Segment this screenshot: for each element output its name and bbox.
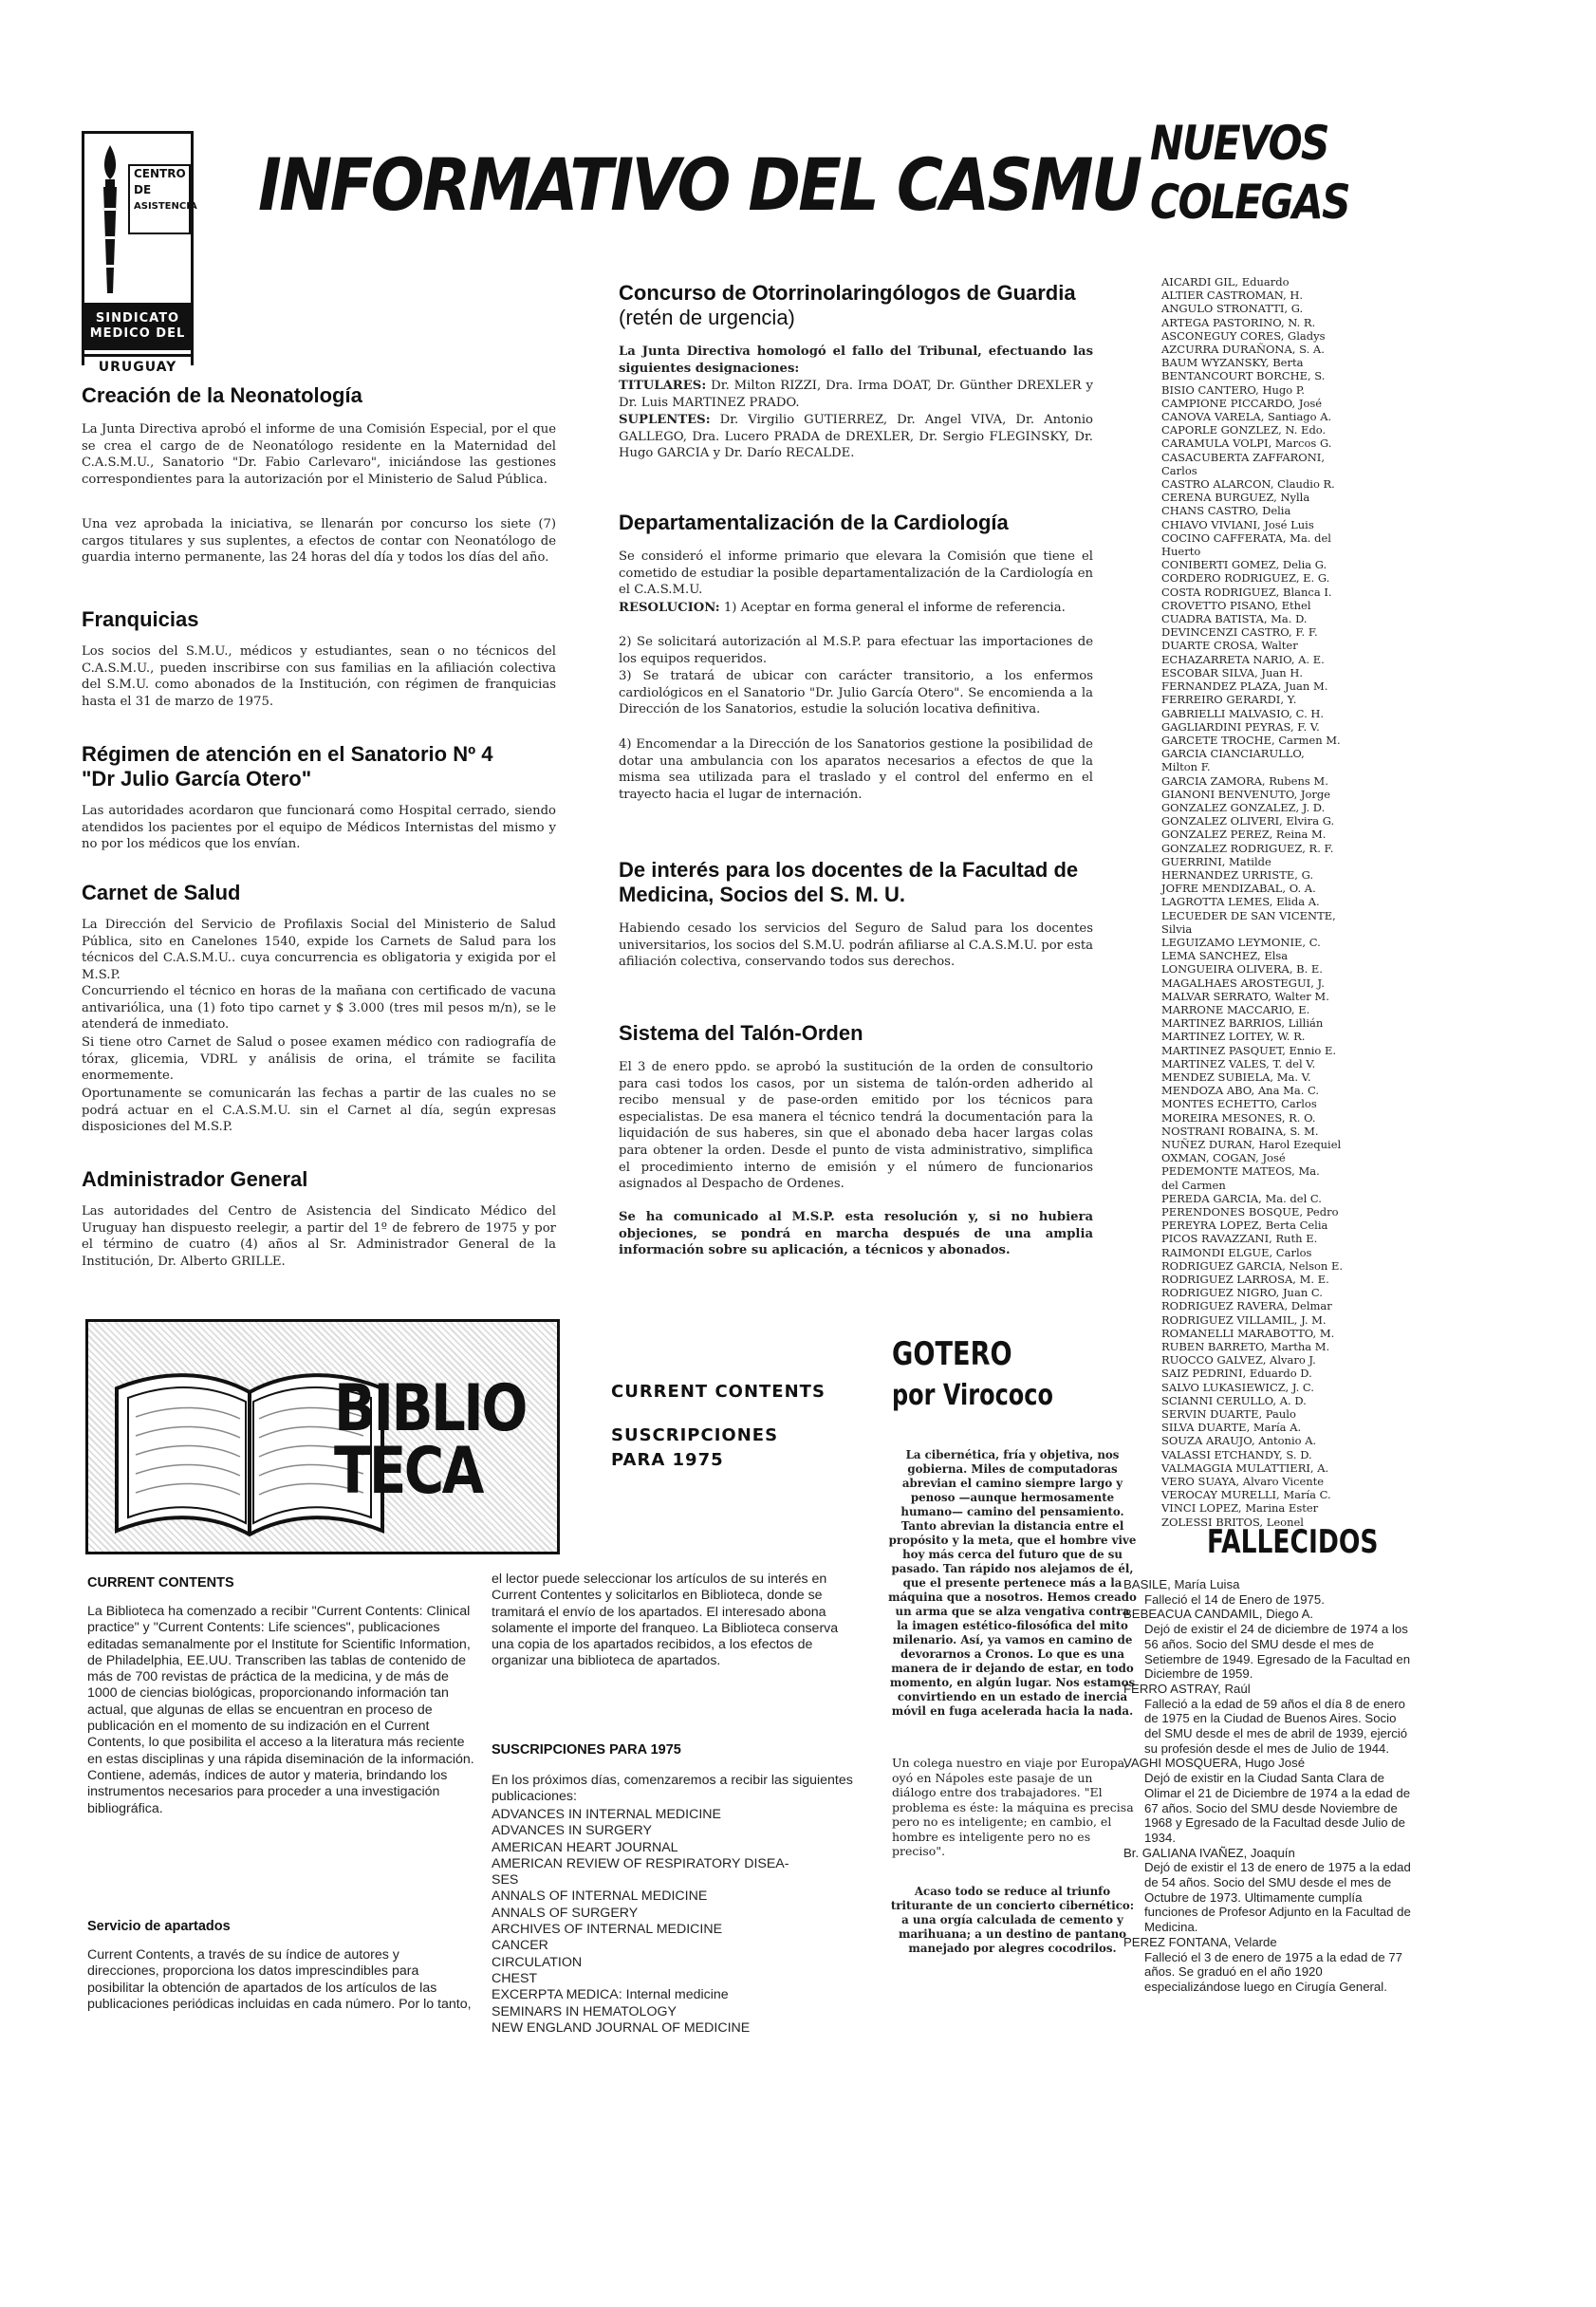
suplentes-paragraph [619, 412, 1093, 462]
colega-item: GUERRINI, Matilde [1161, 854, 1271, 868]
casmu-logo [82, 131, 197, 375]
colega-item: DUARTE CROSA, Walter [1161, 639, 1298, 653]
colega-item: RODRIGUEZ VILLAMIL, J. M. [1161, 1312, 1327, 1327]
concurso-heading-line2: (retén de urgencia) [619, 306, 795, 329]
fallecidos-list [1123, 1577, 1414, 1995]
fallecido-name: FERRO ASTRAY, Raúl [1123, 1681, 1251, 1696]
colega-item: SILVA DUARTE, María A. [1161, 1421, 1302, 1435]
colega-item: MARTINEZ BARRIOS, Lillián [1161, 1016, 1324, 1031]
colega-item: RODRIGUEZ NIGRO, Juan C. [1161, 1286, 1323, 1300]
docentes-heading-line1: De interés para los docentes de la Facultad de [619, 858, 1079, 882]
administrador-heading: Administrador General [82, 1167, 308, 1191]
titulares-label: TITULARES: [619, 379, 707, 393]
cardiologia-paragraph-3: 3) Se tratará de ubicar con carácter transitorio, a los enfermos cardiológicos en el Sanatorio "Dr. Julio García Otero". Se encomienda a la Dirección de los Sanatorios, estudie la solución locativa definitiva. [619, 669, 1093, 717]
colega-item: GARCIA ZAMORA, Rubens M. [1161, 773, 1328, 788]
colega-item: FERNANDEZ PLAZA, Juan M. [1161, 679, 1328, 694]
colega-item: ARTEGA PASTORINO, N. R. [1161, 315, 1316, 329]
colega-item: GONZALEZ GONZALEZ, J. D. [1161, 800, 1326, 814]
colegas-list [1161, 275, 1375, 1529]
concurso-heading [619, 281, 1093, 330]
colega-item: MENDEZ SUBIELA, Ma. V. [1161, 1070, 1311, 1084]
fallecido-name: PEREZ FONTANA, Velarde [1123, 1934, 1277, 1949]
colega-item: OXMAN, COGAN, José [1161, 1151, 1286, 1165]
logo-band [84, 303, 191, 350]
fallecido-entry [1123, 1577, 1414, 1607]
colega-item: COSTA RODRIGUEZ, Blanca I. [1161, 585, 1332, 599]
talon-orden-paragraph-2: Se ha comunicado al M.S.P. esta resolución y, si no hubiera objeciones, se pondrá en marcha después de una amplia información sobre su aplicación, a técnicos y abonados. [619, 1210, 1093, 1258]
colega-item: GARCIA CIANCIARULLO, [1161, 747, 1305, 761]
apartados-paragraph: Current Contents, a través de su índice de autores y direcciones, proporciona los datos imprescindibles para posibilitar la obtención de apartados de los artículos de las publicaciones periódicas incluidas en cada número. Por lo tanto, [87, 1947, 472, 2012]
biblioteca-mid-paragraph: el lector puede seleccionar los artículos de su interés en Current Contentes y solicitarlos en Biblioteca, donde se tramitará el envío de los apartados. El interesado abona solamente el importe del franqueo. La Biblioteca conserva una copia de los apartados recibidos, a los efectos de organizar una biblioteca de apartados. [492, 1572, 839, 1669]
resolucion-label: RESOLUCION: [619, 601, 720, 615]
suplentes-text: Dr. Virgilio GUTIERREZ, Dr. Angel VIVA, Dr. Antonio GALLEGO, Dra. Lucero PRADA de DREXLER, Dr. Sergio FLEGINSKY, Dr. Hugo GARCIA y Dr. Darío RECALDE. [619, 413, 1093, 461]
nuevos-line2: COLEGAS [1150, 175, 1349, 230]
cardiologia-paragraph-1: Se consideró el informe primario que elevara la Comisión que tiene el cometido de estudiar la posible departamentalización de la Cardiología en el C.A.S.M.U. [619, 549, 1093, 598]
colega-item: MENDOZA ABO, Ana Ma. C. [1161, 1084, 1320, 1098]
colega-item: CANOVA VARELA, Santiago A. [1161, 410, 1332, 424]
regimen-heading [82, 742, 556, 791]
gotero-paragraph-2: Un colega nuestro en viaje por Europa, oyó en Nápoles este pasaje de un diálogo entre dos trabajadores. "El problema es éste: la máquina es precisa pero no es inteligente; en cambio, el hombre es inteligente pero no es preciso". [892, 1756, 1134, 1858]
colega-item: GABRIELLI MALVASIO, C. H. [1161, 706, 1325, 720]
current-contents-paragraph: La Biblioteca ha comenzado a recibir "Current Contents: Clinical practice" y "Current Contents: Life sciences", publicaciones editadas semanalmente por el Institute for Scientific Information, de Philadelphia, EE.UU. Transcriben las tablas de contenido de más de 700 revistas de práctica de la medicina, y de más de 1000 de ciencias biológicas, proporcionando información tan actual, que algunas de ellas se encuentran en proceso de publicación en el momento de su indización en el Current Contents, lo que posibilita el acceso a la literatura más reciente en estas disciplinas y una rápida diseminación de la información. Contiene, además, índices de autor y materia, brindando los instrumentos necesarios para proceder a una investigación bibliográfica. [87, 1604, 474, 1816]
colega-item: MALVAR SERRATO, Walter M. [1161, 989, 1329, 1003]
logo-line-centro: CENTRO [134, 167, 186, 180]
apartados-heading: Servicio de apartados [87, 1919, 231, 1934]
biblioteca-word [334, 1371, 526, 1509]
colega-item: MARRONE MACCARIO, E. [1161, 1002, 1310, 1016]
colega-item: ESCOBAR SILVA, Juan H. [1161, 665, 1304, 679]
colega-item: CHIAVO VIVIANI, José Luis [1161, 517, 1314, 531]
fallecido-name: BEBEACUA CANDAMIL, Diego A. [1123, 1607, 1314, 1622]
cardiologia-paragraph-2: 2) Se solicitará autorización al M.S.P. para efectuar las importaciones de los equipos requeridos. [619, 635, 1093, 666]
colega-item: RODRIGUEZ GARCIA, Nelson E. [1161, 1258, 1344, 1273]
colega-item: COCINO CAFFERATA, Ma. del [1161, 530, 1331, 545]
journal-item: ADVANCES IN SURGERY [492, 1823, 652, 1839]
docentes-heading-line2: Medicina, Socios del S. M. U. [619, 883, 905, 906]
fallecido-entry [1123, 1935, 1414, 1995]
colega-item: HERNANDEZ URRISTE, G. [1161, 867, 1314, 882]
logo-band-line1: SINDICATO [95, 311, 180, 326]
colega-item: LEGUIZAMO LEYMONIE, C. [1161, 935, 1321, 949]
journal-item: SES [492, 1872, 519, 1888]
colega-item: PEDEMONTE MATEOS, Ma. [1161, 1164, 1320, 1179]
gotero-heading [892, 1333, 1053, 1417]
journal-item: SEMINARS IN HEMATOLOGY [492, 2003, 677, 2019]
colega-item: LAGROTTA LEMES, Elida A. [1161, 895, 1320, 909]
nuevos-colegas-heading [1150, 114, 1349, 232]
fallecido-entry [1123, 1756, 1414, 1845]
carnet-paragraph-4: Oportunamente se comunicarán las fechas a partir de las cuales no se podrá actuar en el C.A.S.M.U. sin el Carnet al día, según expresas disposiciones del M.S.P. [82, 1087, 556, 1135]
fallecido-text: Falleció el 3 de enero de 1975 a la edad de 77 años. Se graduó en el año 1920 especializándose luego en Cirugía General. [1144, 1949, 1403, 1994]
colega-item: Silvia [1161, 921, 1193, 936]
logo-box [128, 164, 197, 234]
journal-item: NEW ENGLAND JOURNAL OF MEDICINE [492, 2019, 751, 2036]
colega-item: NUÑEZ DURAN, Harol Ezequiel [1161, 1138, 1342, 1151]
page-title: INFORMATIVO DEL CASMU [258, 142, 1141, 227]
journal-item: CIRCULATION [492, 1954, 583, 1970]
gotero-title: GOTERO [892, 1335, 1012, 1373]
neonatologia-heading: Creación de la Neonatología [82, 383, 362, 407]
colega-item: RAIMONDI ELGUE, Carlos [1161, 1245, 1312, 1259]
fallecido-text: Falleció el 14 de Enero de 1975. [1144, 1591, 1325, 1607]
logo-line-de: DE [134, 183, 152, 196]
concurso-paragraph: La Junta Directiva homologó el fallo del Tribunal, efectuando las siguientes designaciones: [619, 344, 1093, 376]
torch-icon [98, 141, 122, 297]
colega-item: AZCURRA DURAÑONA, S. A. [1161, 343, 1325, 357]
regimen-heading-line1: Régimen de atención en el Sanatorio Nº 4 [82, 742, 493, 766]
colega-item: MARTINEZ PASQUET, Ennio E. [1161, 1043, 1337, 1057]
colega-item: SCIANNI CERULLO, A. D. [1161, 1393, 1307, 1407]
colega-item: ROMANELLI MARABOTTO, M. [1161, 1326, 1335, 1340]
colega-item: AICARDI GIL, Eduardo [1161, 275, 1290, 288]
journal-item: EXCERPTA MEDICA: Internal medicine [492, 1987, 729, 2003]
colega-item: VEROCAY MURELLI, María C. [1161, 1488, 1331, 1502]
colega-item: del Carmen [1161, 1178, 1226, 1192]
colega-item: CONIBERTI GOMEZ, Delia G. [1161, 558, 1327, 572]
colega-item: MAGALHAES AROSTEGUI, J. [1161, 976, 1325, 990]
franquicias-paragraph: Los socios del S.M.U., médicos y estudiantes, sean o no técnicos del C.A.S.M.U., pueden inscribirse con sus familias en la afiliación colectiva del S.M.U. como abonados de la Institución, con régimen de franquicias hasta el 31 de marzo de 1975. [82, 644, 556, 709]
colega-item: PEREDA GARCIA, Ma. del C. [1161, 1191, 1322, 1205]
colega-item: DEVINCENZI CASTRO, F. F. [1161, 625, 1318, 640]
titulares-paragraph [619, 378, 1093, 411]
colega-item: JOFRE MENDIZABAL, O. A. [1161, 882, 1316, 896]
talon-orden-paragraph-1: El 3 de enero ppdo. se aprobó la sustitución de la orden de consultorio para casi todos los casos, por un sistema de talón-orden adherido al recibo mensual y de pase-orden emitido por los técnicos para especialistas. De esa manera el técnico tendrá la documentación para la liquidación de sus haberes, sin que el abonado deba hacer largas colas para obtener la orden. Desde el punto de vista administrativo, simplifica el procedimiento interno de emisión y el número de funcionarios asignados al Despacho de Ordenes. [619, 1060, 1093, 1192]
colega-item: SALVO LUKASIEWICZ, J. C. [1161, 1380, 1314, 1394]
fallecido-entry [1123, 1682, 1414, 1757]
colega-item: CAMPIONE PICCARDO, José [1161, 396, 1323, 410]
colega-item: RODRIGUEZ RAVERA, Delmar [1161, 1299, 1332, 1313]
colega-item: CAPORLE GONZLEZ, N. Edo. [1161, 423, 1327, 437]
colega-item: GONZALEZ OLIVERI, Elvira G. [1161, 814, 1335, 828]
colega-item: CUADRA BATISTA, Ma. D. [1161, 612, 1308, 626]
administrador-paragraph: Las autoridades del Centro de Asistencia del Sindicato Médico del Uruguay han dispuesto reelegir, a partir del 1º de febrero de 1975 y por el término de cuatro (4) años al Sr. Administrador General de la Institución, Dr. Alberto GRILLE. [82, 1204, 556, 1269]
colega-item: RUBEN BARRETO, Martha M. [1161, 1340, 1330, 1354]
journal-item: CHEST [492, 1970, 538, 1986]
cardiologia-resolucion [619, 600, 1093, 617]
colega-item: PERENDONES BOSQUE, Pedro [1161, 1205, 1339, 1219]
neonatologia-paragraph-2: Una vez aprobada la iniciativa, se llenarán por concurso los siete (7) cargos titulares y sus suplentes, a efectos de contar con Neonatólogo de guardia interno permanente, las 24 horas del día y todos los días del año. [82, 517, 556, 566]
colega-item: LONGUEIRA OLIVERA, B. E. [1161, 962, 1323, 977]
colega-item: GARCETE TROCHE, Carmen M. [1161, 733, 1341, 747]
colega-item: Milton F. [1161, 760, 1211, 774]
colega-item: CROVETTO PISANO, Ethel [1161, 598, 1311, 612]
colega-item: VALASSI ETCHANDY, S. D. [1161, 1447, 1312, 1461]
colega-item: GAGLIARDINI PEYRAS, F. V. [1161, 719, 1320, 734]
colega-item: CARAMULA VOLPI, Marcos G. [1161, 437, 1332, 451]
docentes-paragraph: Habiendo cesado los servicios del Seguro de Salud para los docentes universitarios, los socios del S.M.U. podrán afiliarse al C.A.S.M.U. por esta afiliación colectiva, conservando todos sus derechos. [619, 921, 1093, 970]
resolucion-text: 1) Aceptar en forma general el informe de referencia. [723, 601, 1066, 615]
colega-item: ALTIER CASTROMAN, H. [1161, 288, 1304, 303]
current-contents-heading: CURRENT CONTENTS [87, 1575, 234, 1591]
logo-band-bottom: URUGUAY [84, 354, 191, 375]
colega-item: SAIZ PEDRINI, Eduardo D. [1161, 1367, 1312, 1381]
colega-item: BENTANCOURT BORCHE, S. [1161, 369, 1326, 383]
concurso-heading-line1: Concurso de Otorrinolaringólogos de Guardia [619, 281, 1076, 305]
journal-item: ANNALS OF INTERNAL MEDICINE [492, 1888, 708, 1905]
colega-item: ECHAZARRETA NARIO, A. E. [1161, 652, 1325, 666]
colega-item: LEMA SANCHEZ, Elsa [1161, 949, 1289, 963]
gotero-paragraph-3: Acaso todo se reduce al triunfo triturante de un concierto cibernético: a una orgía calculada de cemento y marihuana; a un destino de pantano manejado por alegres cocodrilos. [890, 1885, 1135, 1955]
side-current-contents: CURRENT CONTENTS [611, 1382, 826, 1402]
colega-item: CORDERO RODRIGUEZ, E. G. [1161, 571, 1330, 586]
colega-item: RUOCCO GALVEZ, Alvaro J. [1161, 1353, 1316, 1367]
titulares-text: Dr. Milton RIZZI, Dra. Irma DOAT, Dr. Günther DREXLER y Dr. Luis MARTINEZ PRADO. [619, 379, 1093, 410]
colega-item: FERREIRO GERARDI, Y. [1161, 693, 1297, 707]
docentes-heading [619, 858, 1093, 907]
colega-item: ZOLESSI BRITOS, Leonel [1161, 1515, 1304, 1529]
suscripciones-heading: SUSCRIPCIONES PARA 1975 [492, 1742, 681, 1758]
colega-item: BISIO CANTERO, Hugo P. [1161, 382, 1305, 397]
colega-item: SOUZA ARAUJO, Antonio A. [1161, 1434, 1317, 1448]
colega-item: NOSTRANI ROBAINA, S. M. [1161, 1124, 1319, 1138]
colega-item: MONTES ECHETTO, Carlos [1161, 1097, 1317, 1111]
carnet-paragraph-3: Si tiene otro Carnet de Salud o posee examen médico con radiografía de tórax, glicemia, VDRL y análisis de orina, el trámite se facilita enormemente. [82, 1035, 556, 1084]
journal-item: AMERICAN HEART JOURNAL [492, 1839, 678, 1855]
biblio-word-line1: BIBLIO [334, 1371, 526, 1446]
gotero-byline: por Virococo [892, 1379, 1053, 1412]
journal-item: CANCER [492, 1938, 548, 1954]
fallecido-entry [1123, 1607, 1414, 1682]
gotero-paragraph-1: La cibernética, fría y objetiva, nos gobierna. Miles de computadoras abrevian el camino siempre largo y penoso —aunque hermosamente humano— camino del pensamiento. Tanto abrevian la distancia entre el propósito y la meta, que el hombre vive hoy más cerca del futuro que de su pasado. Tan rápido nos alejamos de él, que el presente pertenece más a la máquina que a nosotros. Hemos creado un arma que se alza vengativa contra la imagen estético-filosófica del mito milenario. Así, ya vamos en camino de devorarnos a Cronos. Lo que es una manera de ir dejando de estar, en todo momento, en algún lugar. Nos estamos convirtiendo en un estado de inercia móvil en fuga acelerada hacia la nada. [888, 1448, 1137, 1718]
fallecido-name: BASILE, María Luisa [1123, 1577, 1240, 1591]
fallecido-text: Dejó de existir el 24 de diciembre de 1974 a los 56 años. Socio del SMU desde el mes de Setiembre de 1949. Egresado de la Facultad en Diciembre de 1959. [1144, 1622, 1411, 1682]
journal-list [492, 1807, 856, 2037]
colega-item: GONZALEZ RODRIGUEZ, R. F. [1161, 841, 1334, 855]
fallecido-text: Dejó de existir en la Ciudad Santa Clara de Olimar el 21 de Diciembre de 1974 a la edad de 67 años. Socio del SMU desde Noviembre de 1968 y Egresado de la Facultad desde Julio de 1934. [1144, 1771, 1411, 1845]
biblio-word-line2: TECA [334, 1434, 482, 1509]
side-para-1975: PARA 1975 [611, 1450, 724, 1470]
journal-item: ADVANCES IN INTERNAL MEDICINE [492, 1807, 722, 1822]
fallecido-text: Falleció a la edad de 59 años el día 8 de enero de 1975 en la Ciudad de Buenos Aires. Socio del SMU desde el mes de abril de 1939, ejerció su profesión desde el mes de Julio de 1944. [1144, 1696, 1408, 1756]
regimen-heading-line2: "Dr Julio García Otero" [82, 767, 312, 791]
colega-item: Carlos [1161, 463, 1197, 477]
colega-item: CHANS CASTRO, Delia [1161, 504, 1291, 518]
colega-item: CASTRO ALARCON, Claudio R. [1161, 477, 1335, 492]
colega-item: MARTINEZ LOITEY, W. R. [1161, 1030, 1306, 1044]
colega-item: LECUEDER DE SAN VICENTE, [1161, 908, 1336, 922]
colega-item: CASACUBERTA ZAFFARONI, [1161, 450, 1325, 464]
talon-orden-heading: Sistema del Talón-Orden [619, 1021, 863, 1045]
colega-item: BAUM WYZANSKY, Berta [1161, 356, 1304, 370]
colega-item: MOREIRA MESONES, R. O. [1161, 1110, 1316, 1125]
carnet-paragraph-2: Concurriendo el técnico en horas de la mañana con certificado de vacuna antivariólica, una (1) foto tipo carnet y $ 3.000 (tres mil pesos m/n), se le atenderá de inmediato. [82, 984, 556, 1033]
cardiologia-heading: Departamentalización de la Cardiología [619, 511, 1009, 534]
colega-item: PEREYRA LOPEZ, Berta Celia [1161, 1219, 1328, 1233]
carnet-heading: Carnet de Salud [82, 881, 241, 904]
colega-item: MARTINEZ VALES, T. del V. [1161, 1056, 1316, 1070]
colega-item: ANGULO STRONATTI, G. [1161, 302, 1304, 316]
neonatologia-paragraph-1: La Junta Directiva aprobó el informe de una Comisión Especial, por el que se crea el cargo de de Neonatólogo residente en la Maternidad del C.A.S.M.U., Sanatorio "Dr. Fabio Carlevaro", iniciándose las gestiones correspondientes para la autorización por el Ministerio de Salud Pública. [82, 422, 556, 487]
logo-line-asistencia: ASISTENCIA [134, 201, 197, 212]
carnet-paragraph-1: La Dirección del Servicio de Profilaxis Social del Ministerio de Salud Pública, sito en Canelones 1540, expide los Carnets de Salud para los técnicos del C.A.S.M.U.. cuya concurrencia es obligatoria y exigida por el M.S.P. [82, 918, 556, 982]
colega-item: CERENA BURGUEZ, Nylla [1161, 491, 1310, 505]
fallecidos-heading: FALLECIDOS [1207, 1523, 1379, 1561]
colega-item: SERVIN DUARTE, Paulo [1161, 1407, 1296, 1422]
fallecido-entry [1123, 1846, 1414, 1935]
journal-item: AMERICAN REVIEW OF RESPIRATORY DISEA- [492, 1855, 789, 1871]
colega-item: VINCI LOPEZ, Marina Ester [1161, 1501, 1319, 1516]
nuevos-line1: NUEVOS [1150, 116, 1328, 171]
franquicias-heading: Franquicias [82, 607, 199, 631]
colega-item: GIANONI BENVENUTO, Jorge [1161, 787, 1331, 801]
logo-band-line2: MEDICO DEL [89, 326, 186, 341]
colega-item: VALMAGGIA MULATTIERI, A. [1161, 1460, 1329, 1475]
colega-item: Huerto [1161, 545, 1201, 559]
fallecido-name: Br. GALIANA IVAÑEZ, Joaquín [1123, 1845, 1295, 1860]
colega-item: VERO SUAYA, Alvaro Vicente [1161, 1475, 1325, 1489]
fallecido-name: VAGHI MOSQUERA, Hugo José [1123, 1756, 1306, 1771]
suscripciones-paragraph: En los próximos días, comenzaremos a recibir las siguientes publicaciones: [492, 1773, 853, 1805]
colega-item: ASCONEGUY CORES, Gladys [1161, 328, 1326, 343]
regimen-paragraph: Las autoridades acordaron que funcionará como Hospital cerrado, siendo atendidos los pacientes por el equipo de Médicos Internistas del mismo y no por los médicos que los envían. [82, 804, 556, 852]
side-suscripciones: SUSCRIPCIONES [611, 1425, 779, 1445]
colega-item: RODRIGUEZ LARROSA, M. E. [1161, 1273, 1329, 1287]
fallecido-text: Dejó de existir el 13 de enero de 1975 a la edad de 54 años. Socio del SMU desde el mes de Octubre de 1973. Ultimamente cumplía funciones de Profesor Adjunto en la Facultad de Medicina. [1144, 1860, 1411, 1935]
journal-item: ARCHIVES OF INTERNAL MEDICINE [492, 1922, 723, 1938]
journal-item: ANNALS OF SURGERY [492, 1905, 639, 1921]
colega-item: GONZALEZ PEREZ, Reina M. [1161, 828, 1327, 842]
suplentes-label: SUPLENTES: [619, 413, 711, 427]
colega-item: PICOS RAVAZZANI, Ruth E. [1161, 1232, 1318, 1246]
cardiologia-paragraph-4: 4) Encomendar a la Dirección de los Sanatorios gestione la posibilidad de dotar una ambulancia con los aparatos necesarios a efectos de que la misma sea utilizada para el traslado y el control del enfermo en el trayecto hacia el lugar de internación. [619, 737, 1093, 802]
